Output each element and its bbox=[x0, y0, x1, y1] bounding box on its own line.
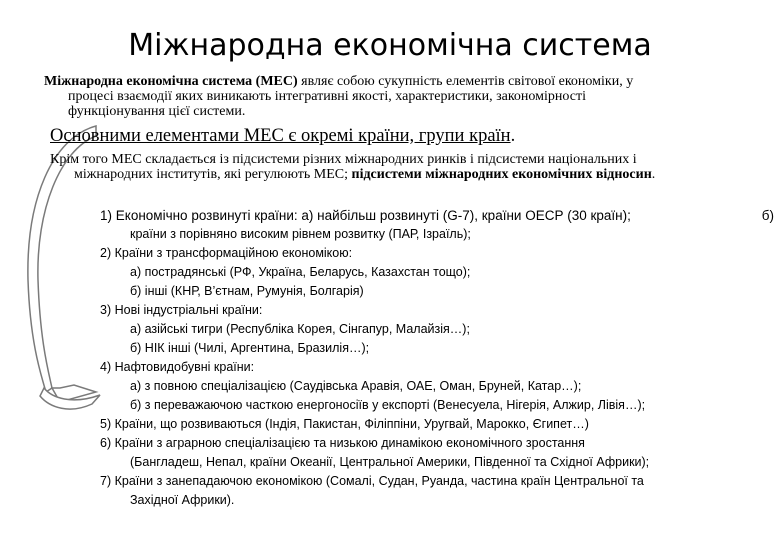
list-item: (Бангладеш, Непал, країни Океанії, Центральної Америки, Південної та Східної Африки); bbox=[130, 455, 650, 469]
main-elements-text: Основними елементами МЕС є окремі країни, групи країн bbox=[50, 126, 511, 146]
subsystems-bold: підсистеми міжнародних економічних відносин bbox=[351, 167, 652, 182]
subsystems-paragraph bbox=[50, 152, 750, 182]
subsystems-line-2: міжнародних інститутів, які регулюють МЕС; підсистеми міжнародних економічних відносин. bbox=[74, 167, 656, 182]
intro-line-1: Міжнародна економічна система (МЕС) являє собою сукупність елементів світової економіки, у bbox=[44, 74, 634, 89]
list-item: б) інші (КНР, В’єтнам, Румунія, Болгарія) bbox=[130, 284, 364, 298]
list-item: б) НІК інші (Чилі, Аргентина, Бразилія…); bbox=[130, 341, 370, 355]
list-item: а) пострадянські (РФ, Україна, Беларусь, Казахстан тощо); bbox=[130, 265, 471, 279]
list-item: Західної Африки). bbox=[130, 493, 235, 507]
list-item: 2) Країни з трансформаційною економікою: bbox=[100, 246, 353, 260]
list-item: а) з повною спеціалізацією (Саудівська Аравія, ОАЕ, Оман, Бруней, Катар…); bbox=[130, 379, 582, 393]
list-item: 7) Країни з занепадаючою економікою (Сомалі, Судан, Руанда, частина країн Центральної та bbox=[100, 474, 644, 488]
intro-line-2: процесі взаємодії яких виникають інтегративні якості, характеристики, закономірності bbox=[68, 89, 586, 104]
intro-line-3: функціонування цієї системи. bbox=[68, 104, 246, 119]
page-title: Міжнародна економічна система bbox=[128, 28, 652, 63]
list-item: 3) Нові індустріальні країни: bbox=[100, 303, 263, 317]
list-item: 6) Країни з аграрною спеціалізацією та низькою динамікою економічного зростання bbox=[100, 436, 585, 450]
list-item: б) з переважаючою часткою енергоносіїв у експорті (Венесуела, Нігерія, Алжир, Лівія…); bbox=[130, 398, 646, 412]
list-item: 4) Нафтовидобувні країни: bbox=[100, 360, 255, 374]
country-groups-list bbox=[100, 206, 774, 510]
intro-term: Міжнародна економічна система (МЕС) bbox=[44, 74, 298, 89]
list-item: країни з порівняно високим рівнем розвитку (ПАР, Ізраїль); bbox=[130, 227, 471, 241]
list-item-continuation: б) bbox=[761, 208, 774, 223]
list-item: 1) Економічно розвинуті країни: а) найбільш розвинуті (G-7), країни ОЕСР (30 країн); б) bbox=[100, 208, 774, 223]
intro-paragraph bbox=[44, 74, 734, 119]
list-item: а) азійські тигри (Республіка Корея, Сінгапур, Малайзія…); bbox=[130, 322, 470, 336]
list-item: 5) Країни, що розвиваються (Індія, Пакистан, Філіппіни, Уругвай, Марокко, Єгипет…) bbox=[100, 417, 589, 431]
main-elements-paragraph: Основними елементами МЕС є окремі країни, групи країн. bbox=[50, 126, 516, 146]
subsystems-line-1: Крім того МЕС складається із підсистеми різних міжнародних ринків і підсистеми національних і bbox=[50, 152, 637, 167]
